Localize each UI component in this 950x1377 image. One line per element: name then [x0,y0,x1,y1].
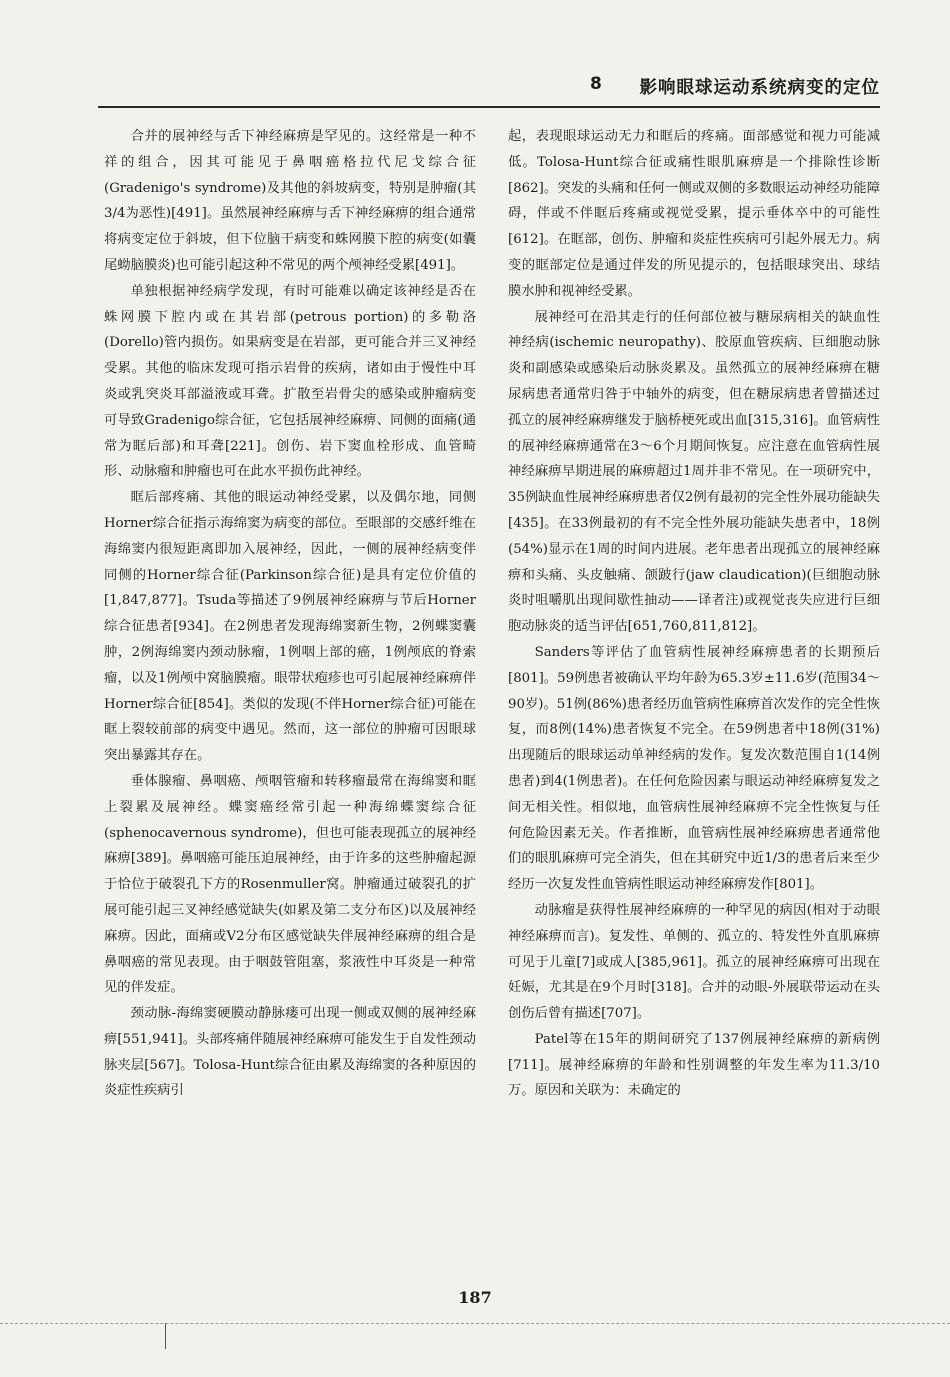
scan-edge-tick [165,1323,166,1349]
paragraph: Patel等在15年的期间研究了137例展神经麻痹的新病例[711]。展神经麻痹的年龄和性别调整的年发生率为11.3/10万。原因和关联为：未确定的 [508,1031,880,1099]
paragraph: 颈动脉-海绵窦硬膜动静脉瘘可出现一侧或双侧的展神经麻痹[551,941]。头部疼痛伴随展神经麻痹可能发生于自发性颈动脉夹层[567]。Tolosa-Hunt综合征由累及海绵窦的各种原因的炎症性疾病引 [104,1006,476,1099]
paragraph: 展神经可在沿其走行的任何部位被与糖尿病相关的缺血性神经病(ischemic neuropathy)、胶原血管疾病、巨细胞动脉炎和副感染或感染后动脉炎累及。虽然孤立的展神经麻痹在糖尿病患者通常归咎于中轴外的病变，但在糖尿病患者曾描述过孤立的展神经麻痹继发于脑桥梗死或出血[315,316]。血管病性的展神经麻痹通常在3～6个月期间恢复。应注意在血管病性展神经麻痹早期进展的麻痹超过1周并非不常见。在一项研究中，35例缺血性展神经麻痹患者仅2例有最初的完全性外展功能缺失[435]。在33例最初的有不完全性外展功能缺失患者中，18例(54%)显示在1周的时间内进展。老年患者出现孤立的展神经麻痹和头痛、头皮触痛、颌跛行(jaw claudication)(巨细胞动脉炎时咀嚼肌出现间歇性抽动——译者注)或视觉丧失应进行巨细胞动脉炎的适当评估[651,760,811,812]。 [508,309,880,635]
paragraph: Sanders等评估了血管病性展神经麻痹患者的长期预后[801]。59例患者被确认平均年龄为65.3岁±11.6岁(范围34～90岁)。51例(86%)患者经历血管病性麻痹首次发作的完全性恢复，而8例(14%)患者恢复不完全。在59例患者中18例(31%)出现随后的眼球运动单神经病的发作。复发次数范围自1(14例患者)到4(1例患者)。在任何危险因素与眼运动神经麻痹复发之间无相关性。相似地，血管病性展神经麻痹不完全性恢复与任何危险因素无关。作者推断，血管病性展神经麻痹患者通常他们的眼肌麻痹可完全消失，但在其研究中近1/3的患者后来至少经历一次复发性血管病性眼运动神经麻痹发作[801]。 [508,644,880,893]
chapter-number: 8 [590,74,602,94]
chapter-title: 影响眼球运动系统病变的定位 [639,78,880,98]
header-rule [98,106,880,108]
scan-edge-line [0,1323,950,1325]
paragraph: 垂体腺瘤、鼻咽癌、颅咽管瘤和转移瘤最常在海绵窦和眶上裂累及展神经。蝶窦癌经常引起一种海绵蝶窦综合征(sphenocavernous syndrome)，但也可能表现孤立的展神经麻痹[389]。鼻咽癌可能压迫展神经，由于许多的这些肿瘤起源于恰位于破裂孔下方的Rosenmuller窝。肿瘤通过破裂孔的扩展可能引起三叉神经感觉缺失(如累及第二支分布区)以及展神经麻痹。因此，面痛或V2分布区感觉缺失伴展神经麻痹的组合是鼻咽癌的常见表现。由于咽鼓管阻塞，浆液性中耳炎是一种常见的伴发症。 [104,773,476,996]
paragraph: 动脉瘤是获得性展神经麻痹的一种罕见的病因(相对于动眼神经麻痹而言)。复发性、单侧的、孤立的、特发性外直肌麻痹可见于儿童[7]或成人[385,961]。孤立的展神经麻痹可出现在妊娠，尤其是在9个月时[318]。合并的动眼-外展联带运动在头创伤后曾有描述[707]。 [508,902,880,1022]
running-header [98,72,880,102]
paragraph: 起，表现眼球运动无力和眶后的疼痛。面部感觉和视力可能减低。Tolosa-Hunt综合征或痛性眼肌麻痹是一个排除性诊断[862]。突发的头痛和任何一侧或双侧的多数眼运动神经功能障碍，伴或不伴眶后疼痛或视觉受累，提示垂体卒中的可能性[612]。在眶部，创伤、肿瘤和炎症性疾病可引起外展无力。病变的眶部定位是通过伴发的所见提示的，包括眼球突出、球结膜水肿和视神经受累。 [508,129,880,299]
paragraph: 眶后部疼痛、其他的眼运动神经受累，以及偶尔地，同侧Horner综合征指示海绵窦为病变的部位。至眼部的交感纤维在海绵窦内很短距离即加入展神经，因此，一侧的展神经病变伴同侧的Horner综合征(Parkinson综合征)是具有定位价值的[1,847,877]。Tsuda等描述了9例展神经麻痹与节后Horner综合征患者[934]。在2例患者发现海绵窦新生物，2例蝶窦囊肿，2例海绵窦内颈动脉瘤，1例咽上部的癌，1例颅底的脊索瘤，以及1例颅中窝脑膜瘤。眼带状疱疹也可引起展神经麻痹伴Horner综合征[854]。类似的发现(不伴Horner综合征)可能在眶上裂较前部的病变中遇见。然而，这一部位的肿瘤可因眼球突出暴露其存在。 [104,490,476,764]
left-column [104,124,476,1104]
right-column [508,124,880,1104]
paragraph: 合并的展神经与舌下神经麻痹是罕见的。这经常是一种不祥的组合，因其可能见于鼻咽癌格拉代尼戈综合征(Gradenigo's syndrome)及其他的斜坡病变，特别是肿瘤(其3/4为恶性)[491]。虽然展神经麻痹与舌下神经麻痹的组合通常将病变定位于斜坡，但下位脑干病变和蛛网膜下腔的病变(如囊尾蚴脑膜炎)也可能引起这种不常见的两个颅神经受累[491]。 [104,129,476,273]
paragraph: 单独根据神经病学发现，有时可能难以确定该神经是否在蛛网膜下腔内或在其岩部(petrous portion)的多勒洛(Dorello)管内损伤。如果病变是在岩部，更可能合并三叉神经受累。其他的临床发现可指示岩骨的疾病，诸如由于慢性中耳炎或乳突炎耳部溢液或耳聋。扩散至岩骨尖的感染或肿瘤病变可导致Gradenigo综合征，它包括展神经麻痹、同侧的面痛(通常为眶后部)和耳聋[221]。创伤、岩下窦血栓形成、血管畸形、动脉瘤和肿瘤也可在此水平损伤此神经。 [104,283,476,480]
page-number: 187 [458,1288,492,1307]
